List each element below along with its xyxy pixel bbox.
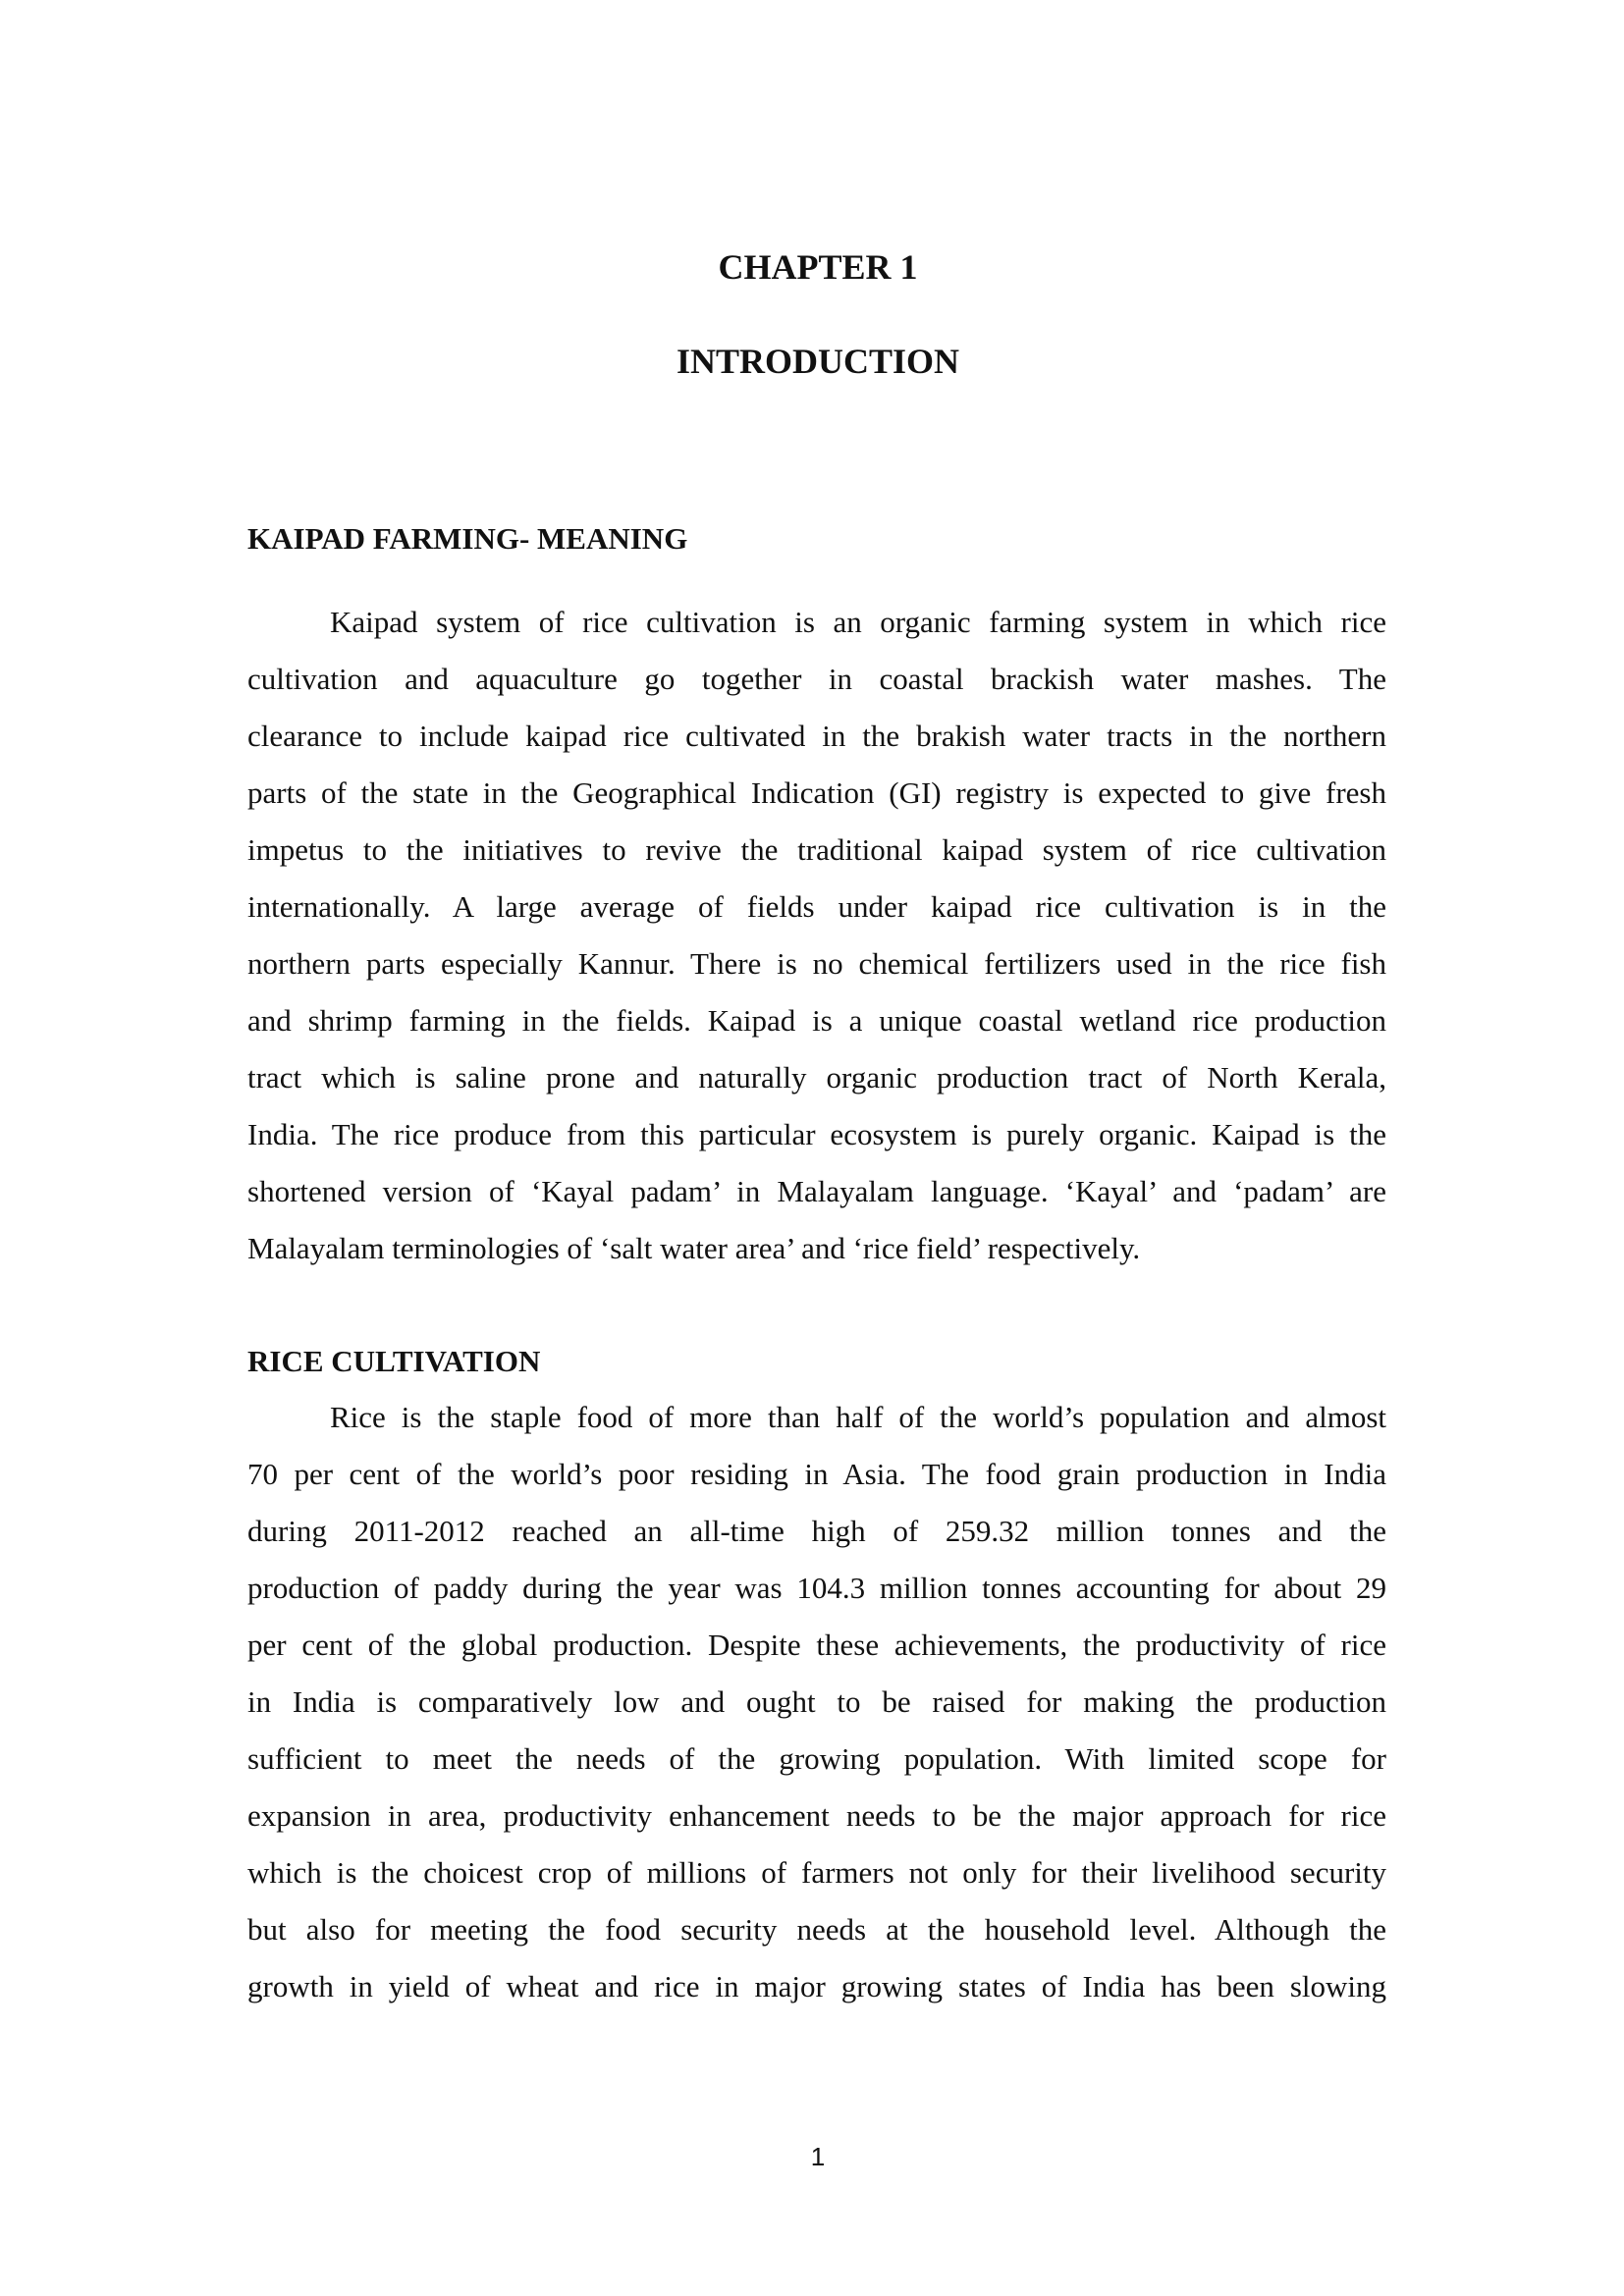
paragraph-line: per cent of the global production. Despite these achievements, the productivity of rice [247,1628,1386,1662]
paragraph-line: in India is comparatively low and ought to be raised for making the production [247,1684,1386,1719]
paragraph-line: impetus to the initiatives to revive the traditional kaipad system of rice cultivation [247,832,1386,867]
paragraph-line: and shrimp farming in the fields. Kaipad is a unique coastal wetland rice production [247,1003,1386,1038]
paragraph-line: growth in yield of wheat and rice in major growing states of India has been slowing [247,1969,1386,2003]
chapter-title: CHAPTER 1 [718,247,918,287]
section-heading-rice-cultivation: RICE CULTIVATION [247,1344,541,1378]
paragraph-line: northern parts especially Kannur. There is no chemical fertilizers used in the rice fish [247,946,1386,981]
paragraph-line: clearance to include kaipad rice cultivated in the brakish water tracts in the northern [247,719,1386,753]
paragraph-line: India. The rice produce from this particular ecosystem is purely organic. Kaipad is the [247,1117,1386,1151]
page-number: 1 [810,2142,826,2171]
paragraph-line: Kaipad system of rice cultivation is an organic farming system in which rice [330,605,1386,639]
paragraph-line: 70 per cent of the world’s poor residing in Asia. The food grain production in India [247,1457,1386,1491]
paragraph-line: expansion in area, productivity enhancement needs to be the major approach for rice [247,1798,1386,1833]
paragraph-line: Rice is the staple food of more than half of the world’s population and almost [330,1400,1386,1434]
paragraph-line: sufficient to meet the needs of the growing population. With limited scope for [247,1741,1386,1776]
paragraph-line: parts of the state in the Geographical Indication (GI) registry is expected to give fresh [247,775,1386,810]
paragraph-line: which is the choicest crop of millions of farmers not only for their livelihood security [247,1855,1386,1890]
paragraph-line: production of paddy during the year was 104.3 million tonnes accounting for about 29 [247,1571,1386,1605]
paragraph-line: tract which is saline prone and naturally organic production tract of North Kerala, [247,1060,1386,1095]
paragraph-line: but also for meeting the food security needs at the household level. Although the [247,1912,1386,1947]
paragraph-line: cultivation and aquaculture go together in coastal brackish water mashes. The [247,662,1386,696]
paragraph-kaipad-farming [247,594,1386,1277]
paragraph-line: Malayalam terminologies of ‘salt water area’ and ‘rice field’ respectively. [247,1231,1141,1265]
paragraph-rice-cultivation [247,1389,1386,2015]
paragraph-line: during 2011-2012 reached an all-time high of 259.32 million tonnes and the [247,1514,1386,1548]
section-heading-kaipad-farming: KAIPAD FARMING- MEANING [247,521,688,556]
paragraph-line: internationally. A large average of fields under kaipad rice cultivation is in the [247,889,1386,924]
chapter-subtitle: INTRODUCTION [676,342,960,381]
paragraph-line: shortened version of ‘Kayal padam’ in Malayalam language. ‘Kayal’ and ‘padam’ are [247,1174,1386,1208]
